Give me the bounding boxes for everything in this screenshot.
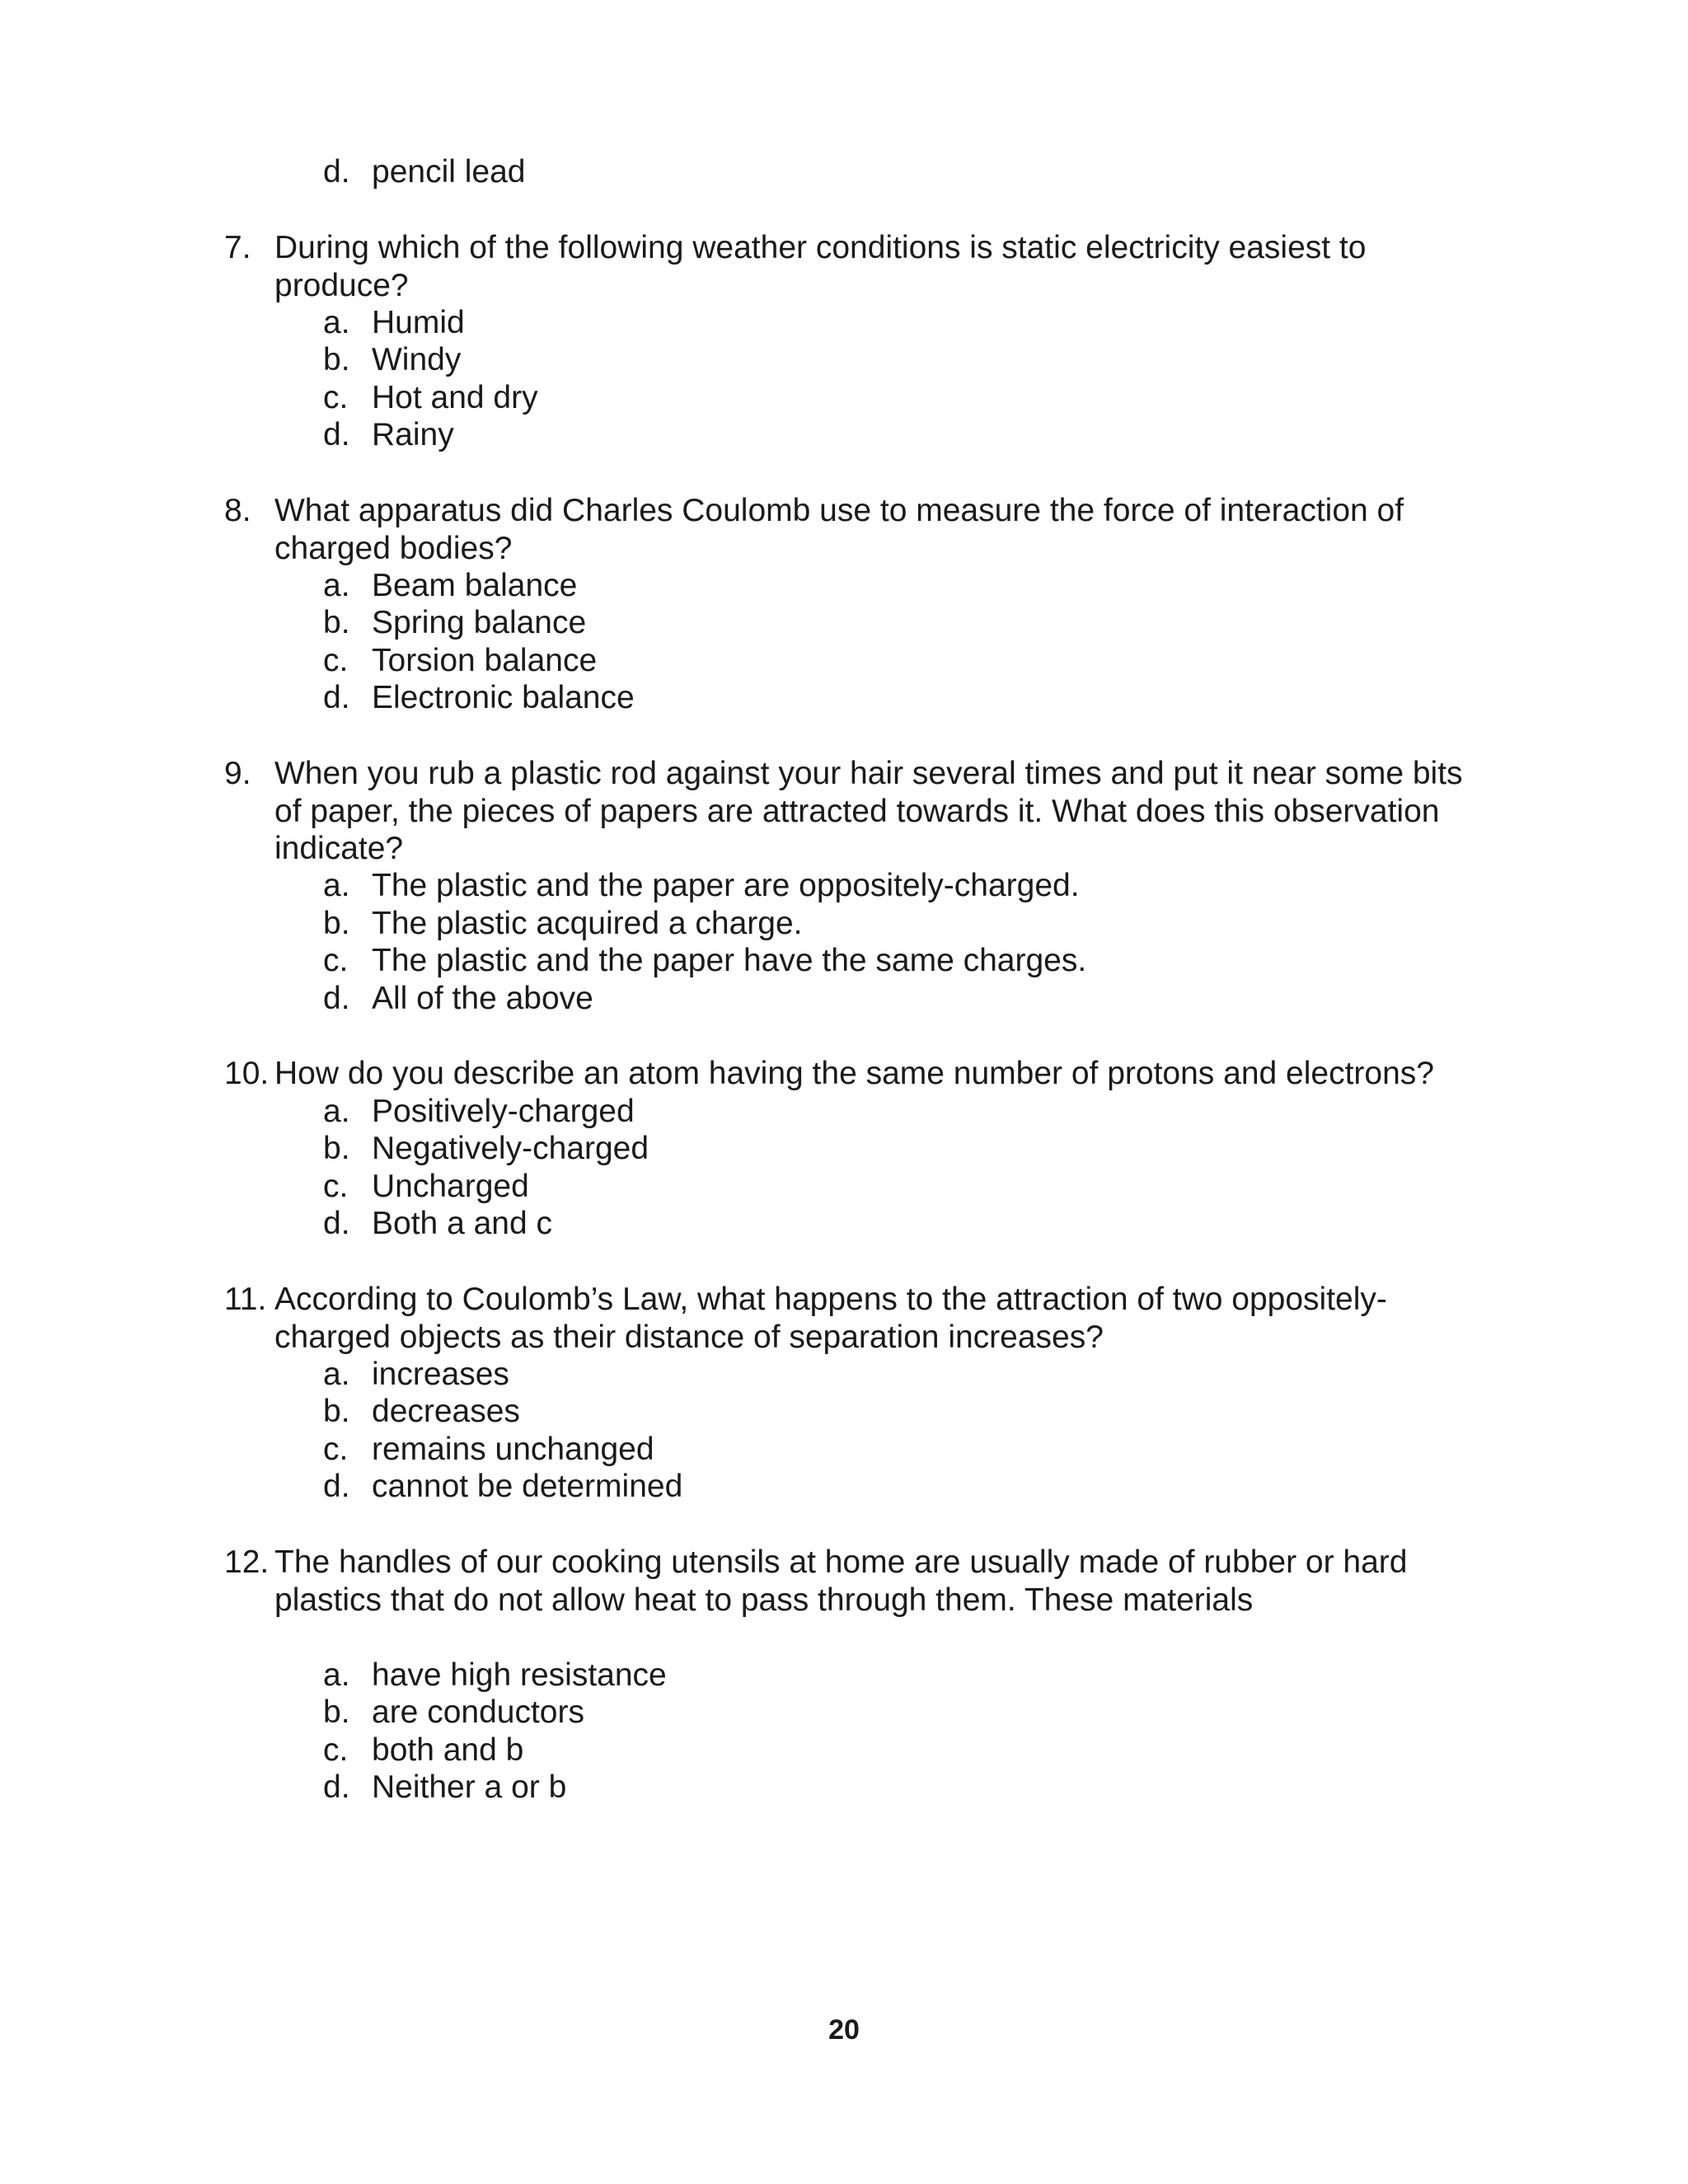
- option-letter: d.: [323, 1206, 350, 1241]
- option-letter: d.: [323, 680, 350, 715]
- option-text: are conductors: [372, 1694, 584, 1730]
- question-line: According to Coulomb’s Law, what happens to the attraction of two oppositely-: [274, 1282, 1387, 1317]
- question-number: 11.: [224, 1282, 267, 1317]
- option-letter: c.: [323, 1432, 349, 1467]
- question-line: indicate?: [274, 831, 404, 866]
- question-line: charged bodies?: [274, 530, 513, 566]
- question-number: 9.: [224, 756, 251, 791]
- question-text: [274, 229, 1511, 304]
- option-text: Positively-charged: [372, 1094, 635, 1129]
- question-line: How do you describe an atom having the same number of protons and electrons?: [274, 1056, 1434, 1091]
- option-letter: a.: [323, 1094, 350, 1129]
- option-text: The plastic and the paper are oppositely-charged.: [372, 868, 1080, 903]
- option-text: Uncharged: [372, 1169, 529, 1204]
- question-line: When you rub a plastic rod against your hair several times and put it near some bits: [274, 756, 1463, 791]
- option-text: Hot and dry: [372, 380, 538, 415]
- option-text: Rainy: [372, 417, 454, 452]
- option-letter: a.: [323, 568, 350, 603]
- option-text: Spring balance: [372, 605, 587, 640]
- question-line: produce?: [274, 267, 409, 303]
- option-text: decreases: [372, 1394, 520, 1429]
- question-line: charged objects as their distance of separation increases?: [274, 1319, 1104, 1355]
- question-text: [274, 492, 1511, 567]
- option-letter: c.: [323, 1732, 349, 1768]
- question-line: plastics that do not allow heat to pass through them. These materials: [274, 1582, 1254, 1618]
- option-letter: d.: [323, 981, 350, 1016]
- option-letter: d.: [323, 417, 350, 452]
- option-text: increases: [372, 1357, 509, 1392]
- question-text: [274, 755, 1511, 868]
- option-text: Both a and c: [372, 1206, 552, 1241]
- option-letter: a.: [323, 1357, 350, 1392]
- option-letter: c.: [323, 943, 349, 978]
- page-number: 20: [828, 2014, 860, 2046]
- option-letter: b.: [323, 1131, 350, 1166]
- option-text: Humid: [372, 305, 465, 340]
- option-letter: b.: [323, 906, 350, 941]
- question-text: [274, 1544, 1511, 1619]
- option-text: Torsion balance: [372, 643, 598, 678]
- option-letter: d.: [323, 154, 350, 190]
- option-text: Neither a or b: [372, 1769, 567, 1805]
- option-text: Beam balance: [372, 568, 578, 603]
- option-letter: b.: [323, 342, 350, 377]
- question-text: [274, 1055, 1511, 1093]
- option-text: The plastic acquired a charge.: [372, 906, 803, 941]
- question-line: During which of the following weather conditions is static electricity easiest to: [274, 230, 1367, 265]
- option-text: have high resistance: [372, 1657, 667, 1693]
- option-text: All of the above: [372, 981, 593, 1016]
- option-letter: b.: [323, 605, 350, 640]
- option-text: remains unchanged: [372, 1432, 654, 1467]
- question-line: of paper, the pieces of papers are attracted towards it. What does this observation: [274, 793, 1440, 829]
- option-letter: a.: [323, 1657, 350, 1693]
- question-line: What apparatus did Charles Coulomb use to measure the force of interaction of: [274, 493, 1404, 528]
- option-letter: b.: [323, 1694, 350, 1730]
- option-text: pencil lead: [372, 154, 526, 190]
- option-letter: c.: [323, 1169, 349, 1204]
- option-letter: a.: [323, 305, 350, 340]
- question-number: 7.: [224, 230, 251, 265]
- question-line: The handles of our cooking utensils at home are usually made of rubber or hard: [274, 1544, 1408, 1580]
- option-text: Windy: [372, 342, 462, 377]
- option-text: Electronic balance: [372, 680, 635, 715]
- option-text: both and b: [372, 1732, 524, 1768]
- question-number: 8.: [224, 493, 251, 528]
- option-text: The plastic and the paper have the same charges.: [372, 943, 1087, 978]
- option-letter: c.: [323, 380, 349, 415]
- option-text: cannot be determined: [372, 1469, 683, 1504]
- question-number: 10.: [224, 1056, 270, 1091]
- option-letter: a.: [323, 868, 350, 903]
- option-letter: b.: [323, 1394, 350, 1429]
- option-letter: c.: [323, 643, 349, 678]
- question-number: 12.: [224, 1544, 270, 1580]
- option-text: Negatively-charged: [372, 1131, 649, 1166]
- option-letter: d.: [323, 1469, 350, 1504]
- question-text: [274, 1281, 1511, 1356]
- option-letter: d.: [323, 1769, 350, 1805]
